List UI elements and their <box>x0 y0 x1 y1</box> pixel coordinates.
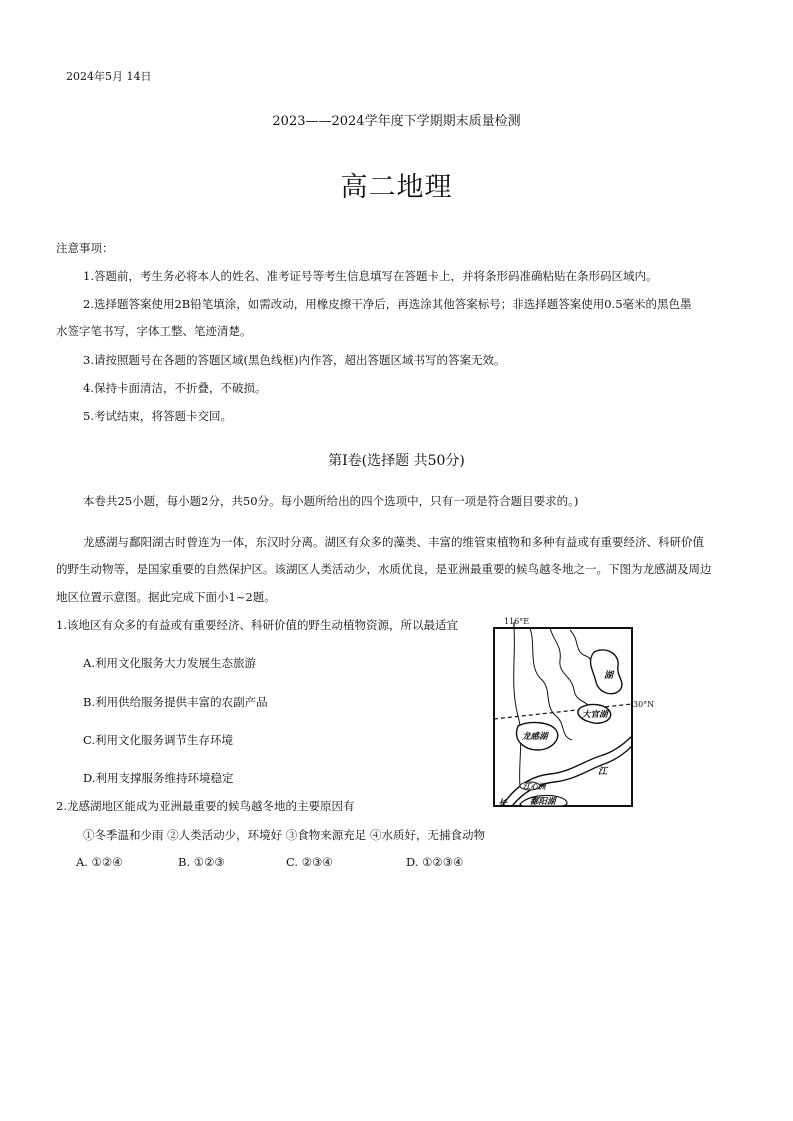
notice-item-3: 3.请按照题号在各题的答题区域(黑色线框)内作答，超出答题区域书写的答案无效。 <box>83 353 506 367</box>
question-1-option-a: A.利用文化服务大力发展生态旅游 <box>83 656 256 670</box>
poyang-lake-label: 鄱阳湖 <box>530 797 556 807</box>
section-title: 第Ⅰ卷(选择题 共50分) <box>328 453 465 469</box>
notice-item-5: 5.考试结束，将答题卡交回。 <box>83 409 232 423</box>
jiangxinzhou-label: 江心洲 <box>523 782 546 791</box>
question-1-option-c: C.利用文化服务调节生存环境 <box>83 733 234 747</box>
location-map <box>490 616 655 812</box>
page-title: 高二地理 <box>340 172 453 203</box>
river-jiang-label: 江 <box>598 767 608 777</box>
question-2-statements: ①冬季温和少雨 ②人类活动少，环境好 ③食物来源充足 ④水质好，无捕食动物 <box>83 828 485 842</box>
question-2-option-c: C. ②③④ <box>286 855 333 869</box>
section-intro: 本卷共25小题，每小题2分，共50分。每小题所给出的四个选项中，只有一项是符合题目要求的。) <box>83 494 579 508</box>
question-2-stem: 2.龙感湖地区能成为亚洲最重要的候鸟越冬地的主要原因有 <box>56 799 355 813</box>
passage-line-1: 龙感湖与鄱阳湖古时曾连为一体，东汉时分离。湖区有众多的藻类、丰富的维管束植物和多种有益或有重要经济、科研价值 <box>83 535 704 549</box>
longgan-lake-label: 龙感湖 <box>522 732 548 742</box>
question-2-option-b: B. ①②③ <box>178 855 225 869</box>
notice-item-2-continued: 水签字笔书写，字体工整、笔迹清楚。 <box>56 324 252 338</box>
latitude-label: 30°N <box>633 700 655 709</box>
exam-date: 2024年5月 14日 <box>66 70 152 83</box>
passage-line-2: 的野生动物等，是国家重要的自然保护区。该湖区人类活动少，水质优良，是亚洲最重要的候鸟越冬地之一。下图为龙感湖及周边 <box>56 562 712 576</box>
question-2-option-d: D. ①②③④ <box>406 855 464 869</box>
question-1-option-b: B.利用供给服务提供丰富的农副产品 <box>83 695 268 709</box>
question-1-option-d: D.利用支撑服务维持环境稳定 <box>83 771 234 785</box>
exam-subtitle: 2023——2024学年度下学期期末质量检测 <box>272 114 521 129</box>
question-1-stem: 1.该地区有众多的有益或有重要经济、科研价值的野生动植物资源，所以最适宜 <box>56 618 458 632</box>
notice-heading: 注意事项： <box>56 241 114 255</box>
question-2-option-a: A. ①②④ <box>76 855 123 869</box>
lake-top-label: 湖 <box>604 671 614 681</box>
longitude-label: 116°E <box>504 617 530 626</box>
dagu-lake-label: 大官湖 <box>582 710 608 720</box>
river-chang-label: 长 <box>498 799 508 809</box>
notice-item-4: 4.保持卡面清洁，不折叠，不破损。 <box>83 381 267 395</box>
notice-item-2: 2.选择题答案使用2B铅笔填涂，如需改动，用橡皮擦干净后，再选涂其他答案标号；非选择题答案使用0.5毫米的黑色墨 <box>83 297 692 311</box>
notice-item-1: 1.答题前，考生务必将本人的姓名、准考证号等考生信息填写在答题卡上，并将条形码准确粘贴在条形码区域内。 <box>83 269 658 283</box>
passage-line-3: 地区位置示意图。据此完成下面小1~2题。 <box>56 590 276 604</box>
